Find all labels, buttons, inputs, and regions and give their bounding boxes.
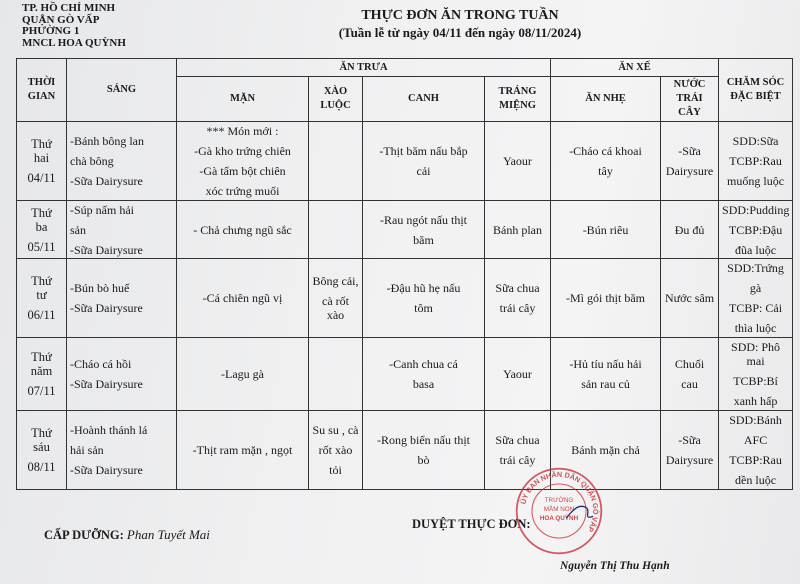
afternoon-drink-cell <box>661 338 719 411</box>
day-line: 08/11 <box>27 460 56 475</box>
day-line: 07/11 <box>27 384 56 399</box>
dish-line: muống luộc <box>727 173 785 188</box>
dish-line: SDD:Trứng <box>727 261 784 276</box>
afternoon-drink-cell <box>661 411 719 490</box>
dish-line: -Cháo cá khoai <box>569 143 642 158</box>
school-label: MNCL HOA QUỲNH <box>22 36 126 49</box>
dish-line: -Rong biển nấu thịt <box>377 433 470 448</box>
dish-line: -Sữa Dairysure <box>70 463 143 478</box>
lunch-main-cell <box>177 259 309 338</box>
dish-line: xóc trứng muối <box>205 183 280 198</box>
dish-line: dền luộc <box>735 473 777 488</box>
dish-line: *** Món mới : <box>206 123 279 138</box>
principal-name: Nguyễn Thị Thu Hạnh <box>560 560 670 572</box>
dish-line: -Gà tẩm bột chiên <box>199 163 286 178</box>
dish-line: tôm <box>414 301 433 316</box>
header-lunch-dessert: TRÁNG MIỆNG <box>485 77 551 122</box>
lunch-stirfry-cell <box>309 411 363 490</box>
day-line: Thứ <box>31 136 52 151</box>
dish-line: gà <box>749 281 762 296</box>
dish-line: -Sữa Dairysure <box>70 301 143 316</box>
dish-line: - Chả chưng ngũ sắc <box>193 222 292 237</box>
header-lunch-stirfry: XÀO LUỘC <box>309 77 363 122</box>
header-afternoon: ĂN XẾ <box>551 59 719 77</box>
day-line: Thứ <box>31 205 52 220</box>
approval-label: DUYỆT THỰC ĐƠN: <box>412 517 531 531</box>
header-lunch-soup: CANH <box>363 77 485 122</box>
dish-line: -Thịt ram mặn , ngọt <box>192 443 293 458</box>
cook-name: Phan Tuyết Mai <box>126 527 210 542</box>
afternoon-drink-cell <box>661 122 719 201</box>
dish-line: chà bông <box>70 153 114 168</box>
district-label: QUẬN GÒ VẤP <box>22 13 100 26</box>
header-afternoon-drink: NƯỚC TRÁI CÂY <box>661 77 719 122</box>
special-care-cell <box>719 259 793 338</box>
day-line: 04/11 <box>27 170 56 185</box>
menu-subtitle: (Tuần lễ từ ngày 04/11 đến ngày 08/11/2024) <box>338 25 582 40</box>
dish-line: -Súp nấm hải <box>70 202 134 217</box>
lunch-stirfry-cell <box>309 200 363 258</box>
dish-line: cải <box>416 163 431 178</box>
dish-line: cau <box>681 377 698 392</box>
school-header <box>22 3 126 49</box>
dish-line: sản <box>70 222 86 237</box>
lunch-dessert-cell <box>485 122 551 201</box>
special-care-cell <box>719 411 793 490</box>
dish-line: Sữa chua <box>495 281 540 296</box>
day-line: 06/11 <box>27 308 56 323</box>
menu-row <box>17 259 793 338</box>
day-line: Thứ <box>31 350 52 365</box>
dish-line: SDD:Bánh <box>729 413 782 428</box>
menu-row <box>17 338 793 411</box>
menu-row <box>17 122 793 201</box>
day-cell <box>17 122 67 201</box>
dish-line: trái cây <box>499 453 536 468</box>
weekly-menu-table <box>16 58 793 490</box>
dish-line: Bánh plan <box>493 222 542 237</box>
day-line: sáu <box>33 440 50 455</box>
day-line: năm <box>30 364 53 379</box>
dish-line: -Sữa Dairysure <box>70 377 143 392</box>
header-lunch-main: MẶN <box>177 77 309 122</box>
dish-line: TCBP:Rau <box>729 453 782 468</box>
dish-line: thìa luộc <box>734 321 777 336</box>
stamp-line-2: MẦM NON <box>543 506 575 513</box>
dish-line: -Cháo cá hồi <box>70 357 132 372</box>
stamp-ring-text: ỦY BAN NHÂN DÂN QUẬN GÒ VẤP <box>518 469 601 534</box>
afternoon-snack-cell <box>551 259 661 338</box>
lunch-stirfry-cell <box>309 259 363 338</box>
city-label: TP. HỒ CHÍ MINH <box>22 2 116 14</box>
dish-line: cà rốt xào <box>322 294 349 323</box>
lunch-stirfry-cell <box>309 122 363 201</box>
dish-line: -Hoành thánh lá <box>70 423 148 438</box>
menu-title-block <box>300 8 620 41</box>
breakfast-cell <box>67 122 177 201</box>
menu-title: THỰC ĐƠN ĂN TRONG TUẦN <box>361 8 559 23</box>
dish-line: tỏi <box>329 463 342 478</box>
dish-line: -Canh chua cá <box>389 357 458 372</box>
special-care-cell <box>719 338 793 411</box>
day-line: Thứ <box>31 274 52 289</box>
ward-label: PHƯỜNG 1 <box>22 25 80 37</box>
dish-line: -Cá chiên ngũ vị <box>202 291 283 306</box>
dish-line: SDD: Phô mai <box>731 340 781 369</box>
dish-line: rốt xào <box>318 443 353 458</box>
lunch-soup-cell <box>363 338 485 411</box>
dish-line: TCBP:Rau <box>729 153 782 168</box>
dish-line: sản rau củ <box>581 377 630 392</box>
dish-line: tây <box>598 163 613 178</box>
dish-line: -Sữa <box>678 143 701 158</box>
dish-line: -Đậu hũ hẹ nấu <box>386 281 461 296</box>
dish-line: TCBP:Đậu <box>728 222 783 237</box>
dish-line: bò <box>417 453 430 468</box>
dish-line: Chuối <box>674 357 705 372</box>
dish-line: SDD:Pudding <box>722 202 790 217</box>
dish-line: -Gà kho trứng chiên <box>194 143 291 158</box>
header-afternoon-snack: ĂN NHẸ <box>551 77 661 122</box>
dish-line: -Sữa Dairysure <box>70 173 143 188</box>
dish-line: Su su , cà <box>312 423 359 438</box>
cook-signature <box>44 527 210 543</box>
dish-line: Yaour <box>503 153 532 168</box>
dish-line: -Rau ngót nấu thịt <box>380 212 467 227</box>
stamp-line-1: TRƯỜNG <box>544 497 574 504</box>
dish-line: Dairysure <box>665 163 714 178</box>
lunch-dessert-cell <box>485 200 551 258</box>
day-line: 05/11 <box>27 239 56 254</box>
dish-line: Dairysure <box>665 453 714 468</box>
lunch-main-cell <box>177 338 309 411</box>
breakfast-cell <box>67 338 177 411</box>
dish-line: Bông cải, <box>312 274 359 289</box>
afternoon-drink-cell <box>661 200 719 258</box>
dish-line: SDD:Sữa <box>732 133 779 148</box>
day-line: tư <box>36 288 47 303</box>
dish-line: TCBP:Bí <box>733 374 778 389</box>
afternoon-snack-cell <box>551 122 661 201</box>
dish-line: -Hủ tíu nấu hải <box>569 357 642 372</box>
dish-line: -Mì gói thịt băm <box>566 291 646 306</box>
dish-line: -Lagu gà <box>221 367 264 382</box>
day-cell <box>17 411 67 490</box>
dish-line: Bánh mặn chả <box>571 443 640 458</box>
dish-line: đũa luộc <box>735 242 777 257</box>
breakfast-cell <box>67 411 177 490</box>
afternoon-snack-cell <box>551 200 661 258</box>
dish-line: AFC <box>743 433 768 448</box>
dish-line: -Sữa <box>678 433 701 448</box>
header-breakfast: SÁNG <box>67 59 177 122</box>
cook-label: CẤP DƯỠNG: <box>44 528 124 542</box>
lunch-main-cell <box>177 200 309 258</box>
special-care-cell <box>719 200 793 258</box>
dish-line: -Sữa Dairysure <box>70 242 143 257</box>
lunch-soup-cell <box>363 259 485 338</box>
school-stamp <box>514 466 604 556</box>
lunch-dessert-cell <box>485 259 551 338</box>
header-lunch: ĂN TRƯA <box>177 59 551 77</box>
day-cell <box>17 200 67 258</box>
dish-line: băm <box>413 232 434 247</box>
dish-line: Sữa chua <box>495 433 540 448</box>
day-cell <box>17 259 67 338</box>
header-time: THỜI GIAN <box>17 59 67 122</box>
day-cell <box>17 338 67 411</box>
lunch-soup-cell <box>363 200 485 258</box>
lunch-dessert-cell <box>485 338 551 411</box>
day-line: Thứ <box>31 426 52 441</box>
dish-line: -Thịt băm nấu bắp <box>379 143 468 158</box>
dish-line: Yaour <box>503 367 532 382</box>
menu-body <box>17 122 793 490</box>
breakfast-cell <box>67 200 177 258</box>
menu-row <box>17 200 793 258</box>
lunch-main-cell <box>177 122 309 201</box>
dish-line: trái cây <box>499 301 536 316</box>
dish-line: TCBP: Cải <box>729 301 783 316</box>
stamp-line-3: HOA QUỲNH <box>539 515 579 522</box>
lunch-stirfry-cell <box>309 338 363 411</box>
menu-row <box>17 411 793 490</box>
header-special-care: CHĂM SÓC ĐẶC BIỆT <box>719 59 793 122</box>
dish-line: Nước sâm <box>664 291 715 306</box>
breakfast-cell <box>67 259 177 338</box>
dish-line: xanh hấp <box>733 394 778 409</box>
lunch-soup-cell <box>363 122 485 201</box>
lunch-main-cell <box>177 411 309 490</box>
day-line: ba <box>35 219 48 234</box>
dish-line: basa <box>412 377 435 392</box>
day-line: hai <box>33 150 50 165</box>
special-care-cell <box>719 122 793 201</box>
dish-line: Đu đủ <box>674 222 705 237</box>
dish-line: -Bánh bông lan <box>70 133 144 148</box>
dish-line: hải sản <box>70 443 104 458</box>
dish-line: -Bún riêu <box>582 222 629 237</box>
lunch-soup-cell <box>363 411 485 490</box>
afternoon-drink-cell <box>661 259 719 338</box>
afternoon-snack-cell <box>551 338 661 411</box>
dish-line: -Bún bò huế <box>70 281 130 296</box>
